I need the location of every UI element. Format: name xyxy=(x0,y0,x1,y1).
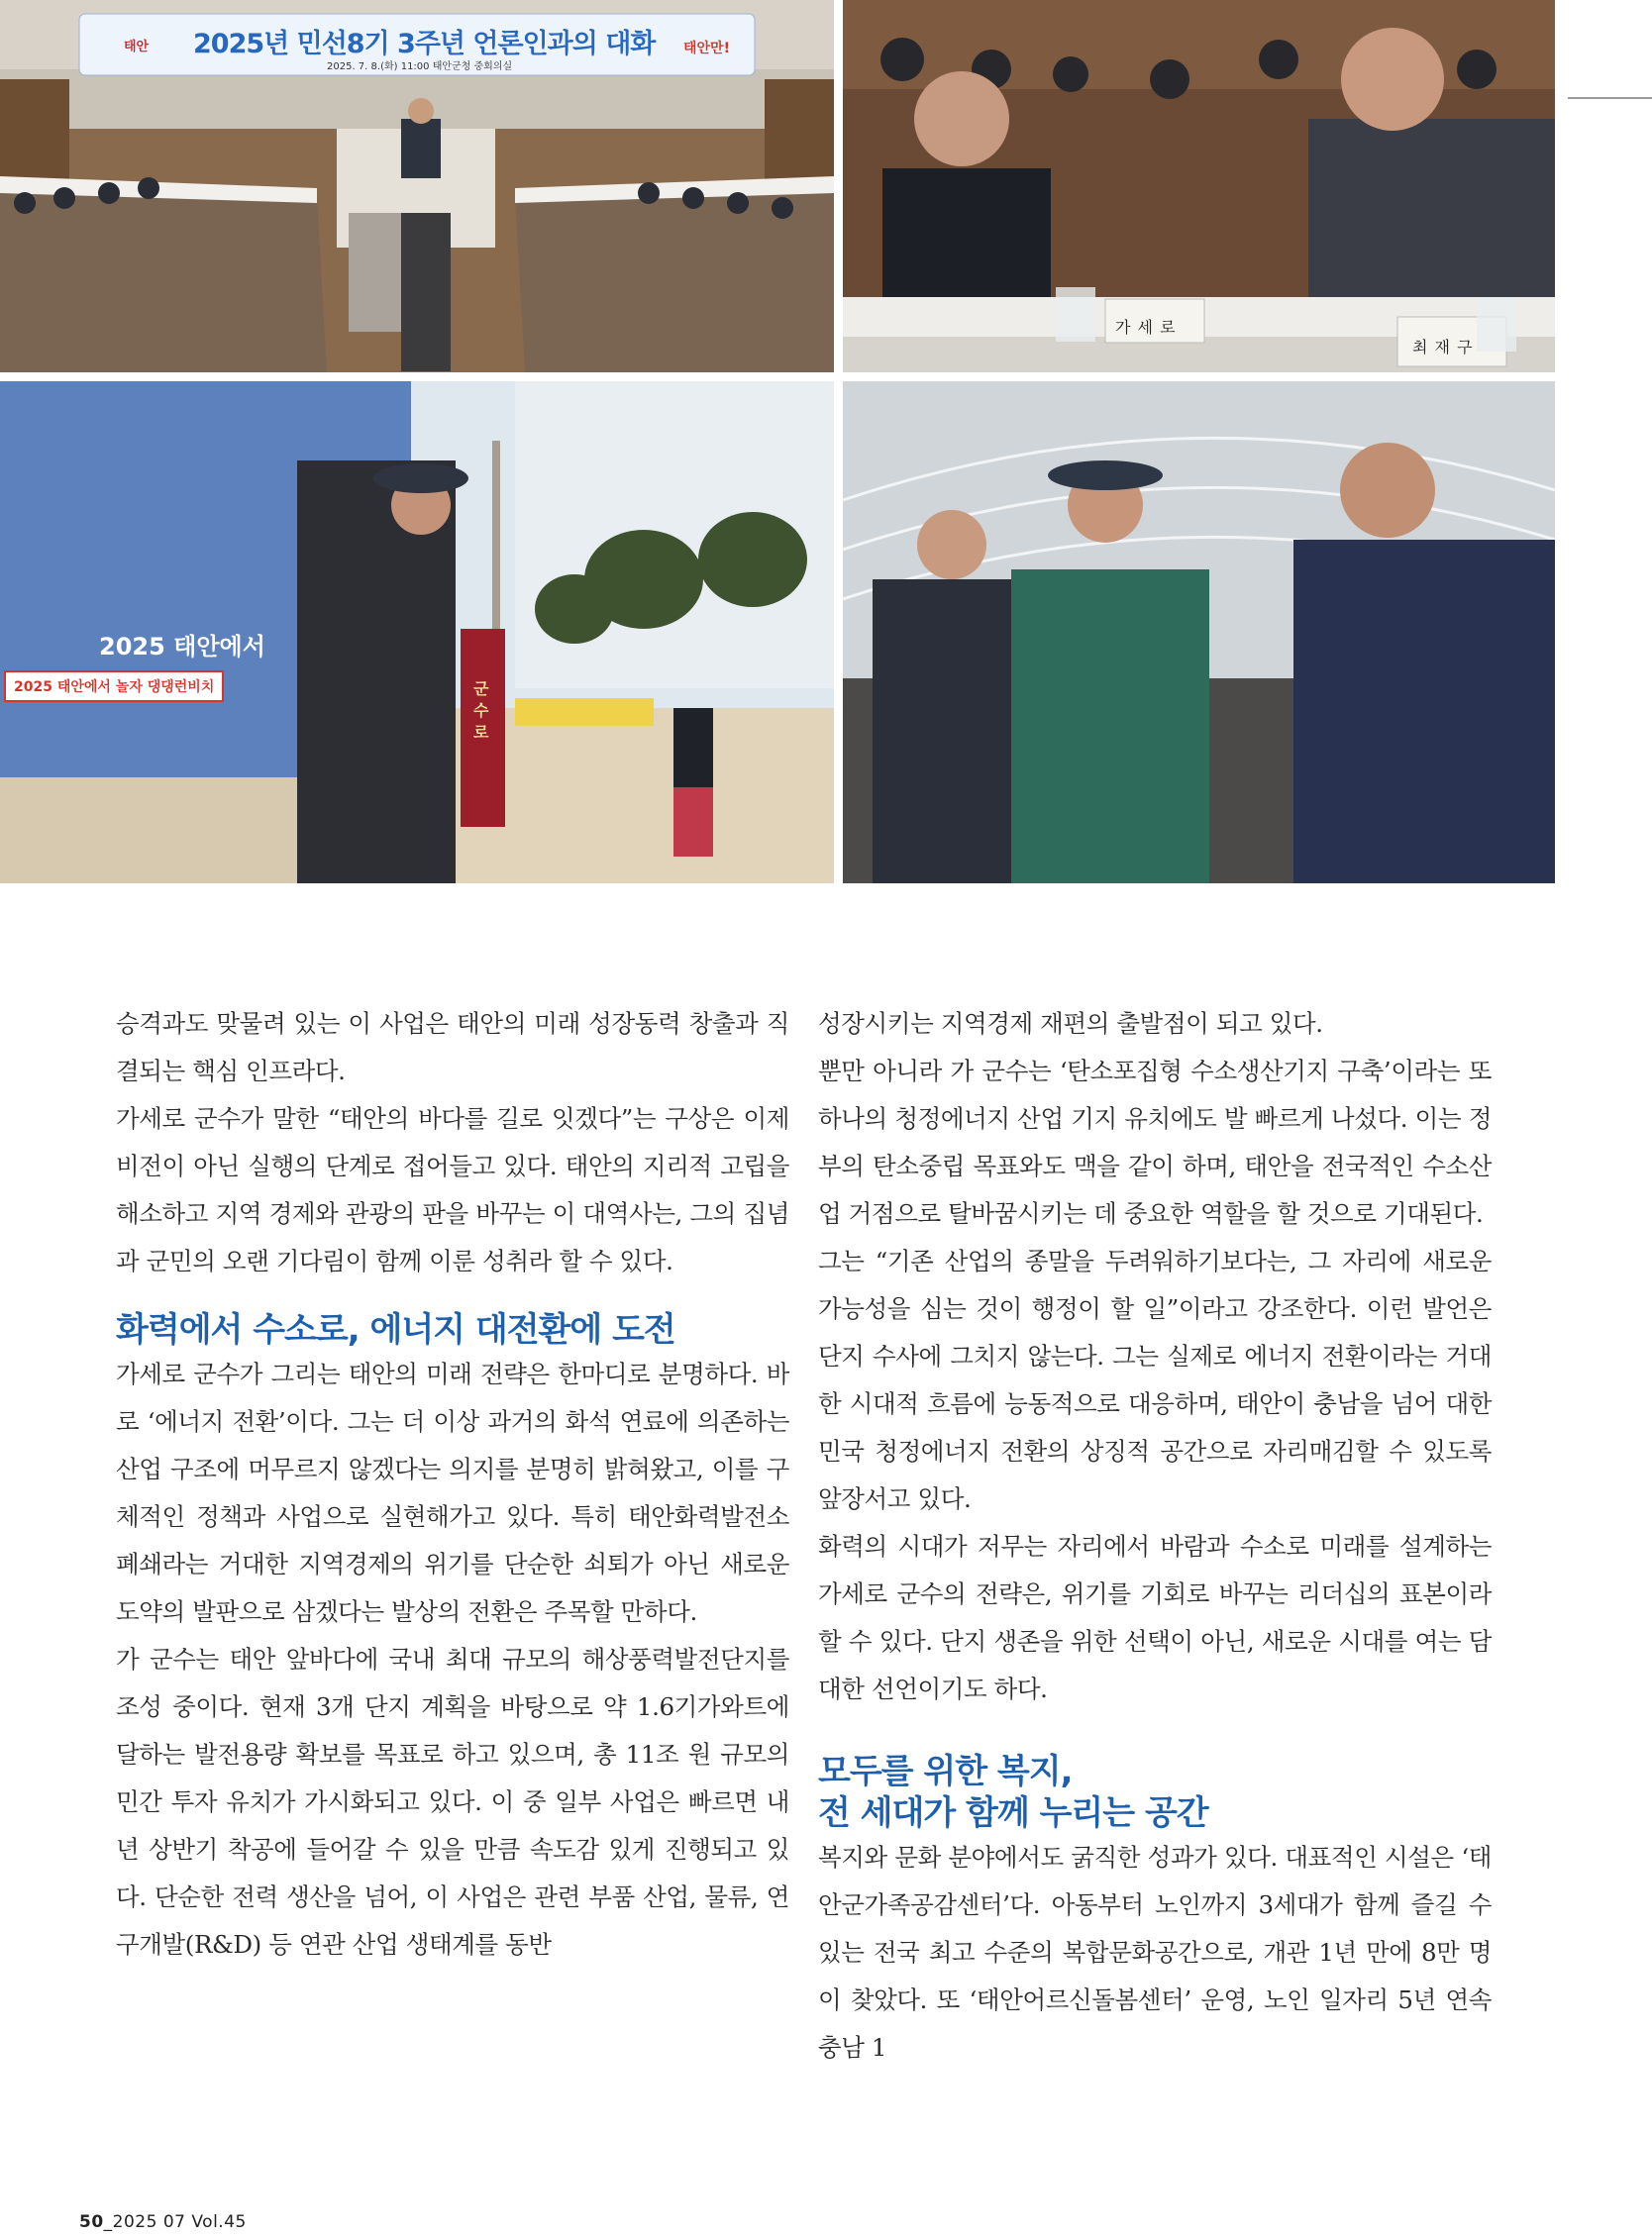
paragraph: 성장시키는 지역경제 재편의 출발점이 되고 있다. xyxy=(818,1009,1323,1038)
section-heading-welfare: 모두를 위한 복지, 전 세대가 함께 누리는 공간 xyxy=(818,1752,1208,1833)
paragraph: 가세로 군수가 말한 “태안의 바다를 길로 잇겠다”는 구상은 이제 비전이 아닌 실행의 단계로 접어들고 있다. 태안의 지리적 고립을 해소하고 지역 경제와 관광의 판을 바꾸는 이 대역사는, 그의 집념과 군민의 오랜 기다림이 함께 이룬 성취라 할 수 있다. xyxy=(116,1104,789,1275)
page-footer xyxy=(79,2212,247,2232)
photo-beach-speech xyxy=(0,381,834,883)
paragraph: 가 군수는 태안 앞바다에 국내 최대 규모의 해상풍력발전단지를 조성 중이다. 현재 3개 단지 계획을 바탕으로 약 1.6기가와트에 달하는 발전용량 확보를 목표로 하고 있으며, 총 11조 원 규모의 민간 투자 유치가 가시화되고 있다. 이 중 일부 사업은 빠르면 내년 상반기 착공에 들어갈 수 있을 만큼 속도감 있게 진행되고 있다. 단순한 전력 생산을 넘어, 이 사업은 관련 부품 산업, 물류, 연구개발(R&D) 등 연관 산업 생태계를 동반 xyxy=(116,1645,789,1959)
right-column xyxy=(818,1000,1492,2072)
paragraph: 그는 “기존 산업의 종말을 두려워하기보다는, 그 자리에 새로운 가능성을 심는 것이 행정이 할 일”이라고 강조한다. 이런 발언은 단지 수사에 그치지 않는다. 그는 실제로 에너지 전환이라는 거대한 시대적 흐름에 능동적으로 대응하며, 태안이 충남을 넘어 대한민국 청정에너지 전환의 상징적 공간으로 자리매김할 수 있도록 앞장서고 있다. xyxy=(818,1247,1492,1513)
photo-officials-table xyxy=(843,0,1555,372)
nameplate-gaseoro: 가 세 로 xyxy=(1115,318,1177,337)
section-heading-energy: 화력에서 수소로, 에너지 대전환에 도전 xyxy=(116,1310,675,1350)
screen-text: 2025 태안에서 xyxy=(99,633,265,661)
paragraph: 승격과도 맞물려 있는 이 사업은 태안의 미래 성장동력 창출과 직결되는 핵심 인프라다. xyxy=(116,1009,789,1085)
page-rule xyxy=(1568,97,1652,99)
banner-logo: 태안 xyxy=(124,40,150,54)
page-number: 50 xyxy=(79,2212,104,2232)
banner-title: 2025년 민선8기 3주년 언론인과의 대화 xyxy=(193,29,656,59)
paragraph: 가세로 군수가 그리는 태안의 미래 전략은 한마디로 분명하다. 바로 ‘에너지 전환’이다. 그는 더 이상 과거의 화석 연료에 의존하는 산업 구조에 머무르지 않겠다는 의지를 분명히 밝혀왔고, 이를 구체적인 정책과 사업으로 실현해가고 있다. 특히 태안화력발전소 폐쇄라는 거대한 지역경제의 위기를 단순한 쇠퇴가 아닌 새로운 도약의 발판으로 삼겠다는 발상의 전환은 주목할 만하다. xyxy=(116,1360,789,1626)
issue-info: _2025 07 Vol.45 xyxy=(103,2212,247,2232)
photo-greenhouse-visit xyxy=(843,381,1555,883)
paragraph: 뿐만 아니라 가 군수는 ‘탄소포집형 수소생산기지 구축’이라는 또 하나의 청정에너지 산업 기지 유치에도 발 빠르게 나섰다. 이는 정부의 탄소중립 목표와도 맥을 같이 하며, 태안을 전국적인 수소산업 거점으로 탈바꿈시키는 데 중요한 역할을 할 것으로 기대된다. xyxy=(818,1057,1492,1228)
sash-text: 군수로 xyxy=(473,679,489,742)
paragraph: 화력의 시대가 저무는 자리에서 바람과 수소로 미래를 설계하는 가세로 군수의 전략은, 위기를 기회로 바꾸는 리더십의 표본이라 할 수 있다. 단지 생존을 위한 선택이 아닌, 새로운 시대를 여는 담대한 선언이기도 하다. xyxy=(818,1532,1492,1703)
banner-date: 2025. 7. 8.(화) 11:00 태안군청 중회의실 xyxy=(327,61,513,72)
paragraph: 복지와 문화 분야에서도 굵직한 성과가 있다. 대표적인 시설은 ‘태안군가족공감센터’다. 아동부터 노인까지 3세대가 함께 즐길 수 있는 전국 최고 수준의 복합문화공간으로, 개관 1년 만에 8만 명이 찾았다. 또 ‘태안어르신돌봄센터’ 운영, 노인 일자리 5년 연속 충남 1 xyxy=(818,1843,1492,2062)
left-column xyxy=(116,1000,789,1969)
nameplate-choijaegu: 최 재 구 xyxy=(1412,338,1474,356)
photo-press-conference xyxy=(0,0,834,372)
banner-slogan: 태안만! xyxy=(683,41,730,56)
event-banner: 2025 태안에서 놀자 댕댕런비치 xyxy=(4,670,224,702)
